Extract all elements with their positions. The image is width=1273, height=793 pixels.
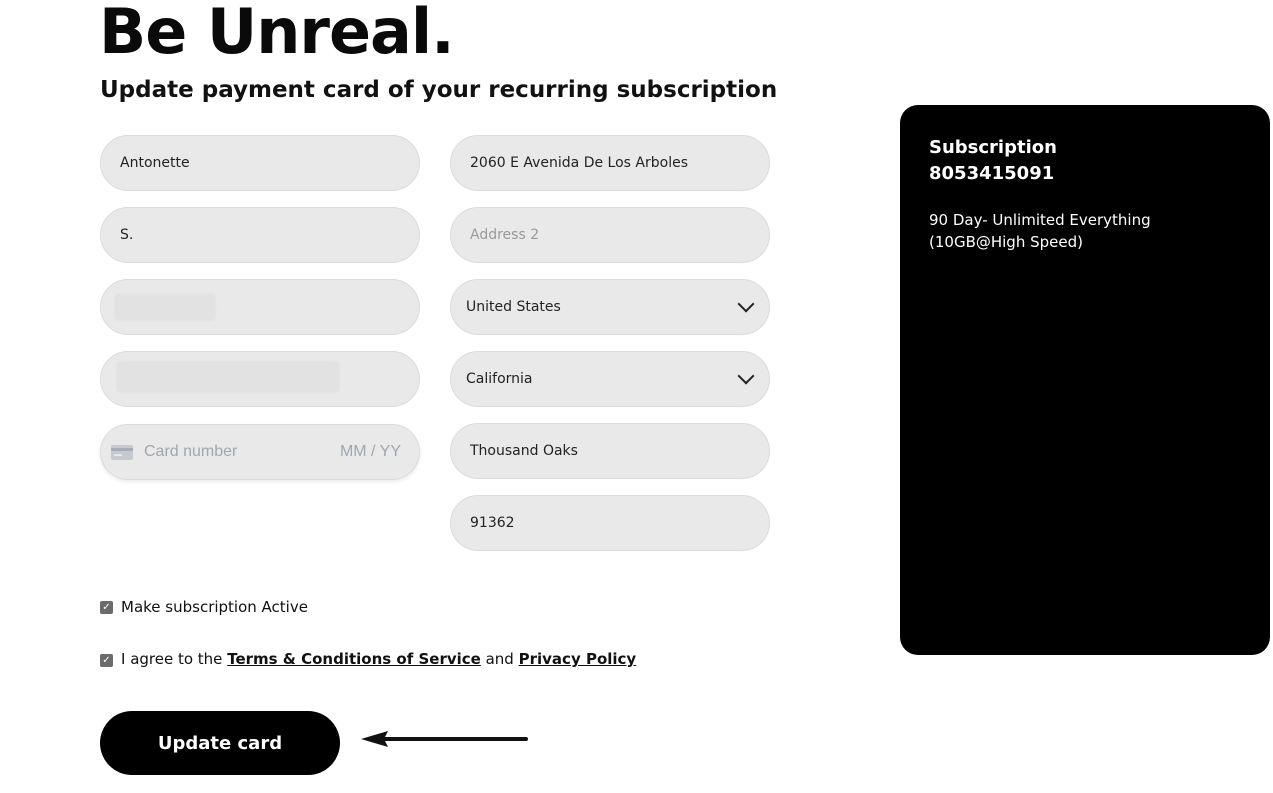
agree-prefix: I agree to the bbox=[121, 650, 223, 668]
hero-title: Be Unreal. bbox=[99, 0, 454, 68]
subscription-title bbox=[929, 135, 1241, 187]
card-expiry-placeholder: MM / YY bbox=[339, 443, 401, 460]
credit-card-icon bbox=[111, 445, 133, 460]
country-value: United States bbox=[466, 299, 561, 315]
zip-field[interactable] bbox=[450, 495, 770, 551]
city-field[interactable] bbox=[450, 423, 770, 479]
address1-field[interactable] bbox=[450, 135, 770, 191]
state-select[interactable] bbox=[450, 351, 770, 407]
redacted-content bbox=[115, 294, 215, 320]
agree-and: and bbox=[485, 650, 514, 668]
redacted-field-2[interactable] bbox=[100, 351, 420, 407]
agree-checkbox[interactable]: ✓ bbox=[100, 654, 113, 667]
state-value: California bbox=[466, 371, 533, 387]
active-checkbox-label: Make subscription Active bbox=[121, 598, 308, 616]
redacted-content bbox=[117, 362, 339, 392]
subscription-number: 8053415091 bbox=[929, 163, 1055, 184]
redacted-field-1[interactable] bbox=[100, 279, 420, 335]
card-input[interactable] bbox=[100, 424, 420, 480]
subscription-title-label: Subscription bbox=[929, 137, 1057, 158]
agree-label bbox=[121, 650, 636, 668]
last-name-value: S. bbox=[120, 227, 134, 243]
active-checkbox[interactable]: ✓ bbox=[100, 601, 113, 614]
last-name-field[interactable] bbox=[100, 207, 420, 263]
card-number-placeholder: Card number bbox=[144, 443, 238, 460]
chevron-down-icon bbox=[738, 296, 755, 313]
arrow-left-icon bbox=[358, 728, 530, 750]
zip-value: 91362 bbox=[470, 515, 515, 531]
chevron-down-icon bbox=[738, 368, 755, 385]
privacy-link[interactable]: Privacy Policy bbox=[518, 650, 637, 668]
address2-placeholder: Address 2 bbox=[470, 227, 540, 243]
subscription-card bbox=[900, 105, 1270, 655]
first-name-value: Antonette bbox=[120, 155, 190, 171]
city-value: Thousand Oaks bbox=[470, 443, 578, 459]
country-select[interactable] bbox=[450, 279, 770, 335]
subscription-plan: 90 Day- Unlimited Everything (10GB@High Speed) bbox=[929, 211, 1151, 251]
first-name-field[interactable] bbox=[100, 135, 420, 191]
terms-link[interactable]: Terms & Conditions of Service bbox=[227, 650, 481, 668]
address1-value: 2060 E Avenida De Los Arboles bbox=[470, 155, 688, 171]
address2-field[interactable] bbox=[450, 207, 770, 263]
update-card-button[interactable]: Update card bbox=[100, 711, 340, 775]
page-subtitle: Update payment card of your recurring subscription bbox=[100, 77, 778, 103]
